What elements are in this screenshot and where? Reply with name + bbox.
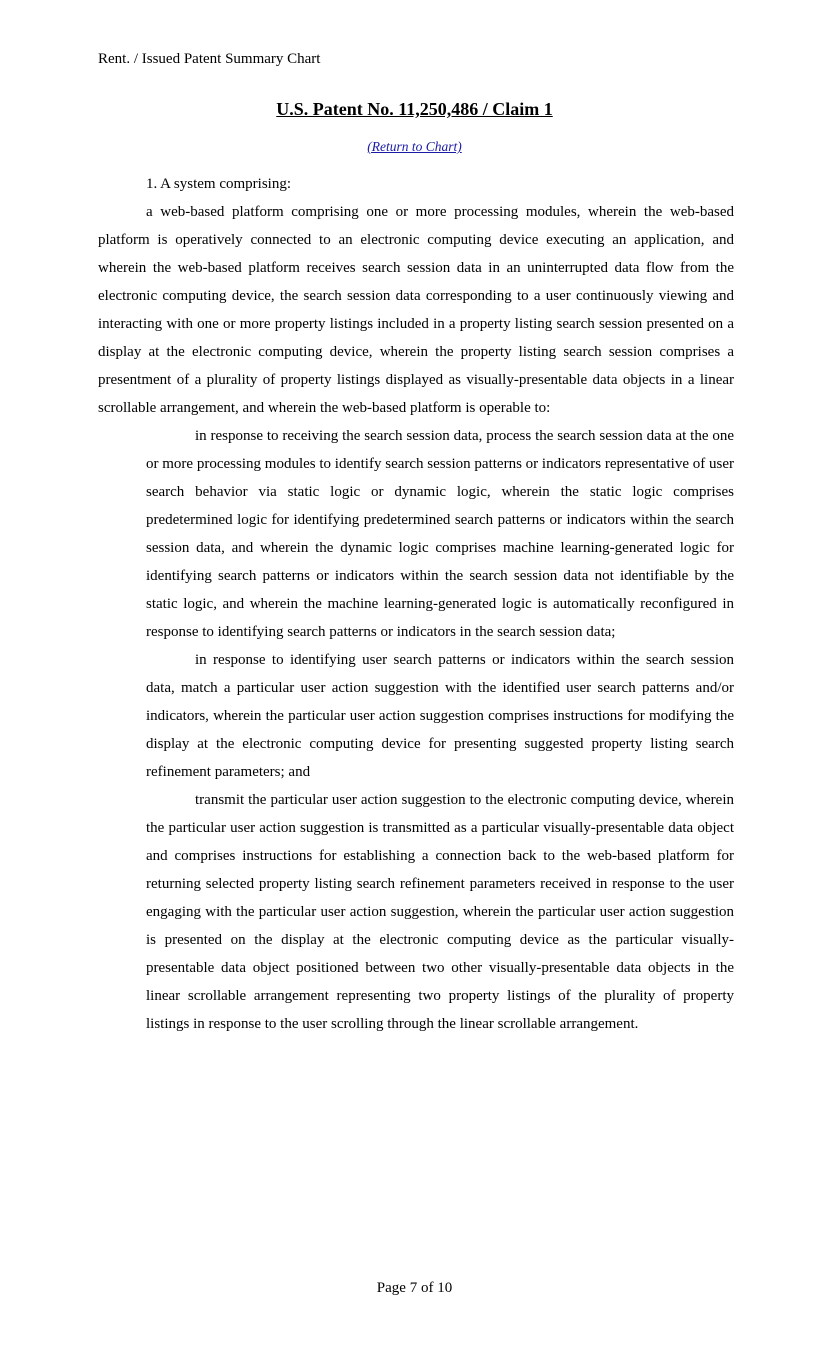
claim-body — [98, 170, 734, 1038]
claim-limitation-match: in response to identifying user search patterns or indicators within the search session data, match a particular user action suggestion with the identified user search patterns and/or indicators, wherein the particular user action suggestion comprises instructions for modifying the display at the electronic computing device for presenting suggested property listing search refinement parameters; and — [146, 652, 734, 780]
return-to-chart-link[interactable]: (Return to Chart) — [367, 139, 462, 154]
page-title: U.S. Patent No. 11,250,486 / Claim 1 — [276, 99, 553, 119]
claim-preamble: a web-based platform comprising one or more processing modules, wherein the web-based platform is operatively connected to an electronic computing device executing an application, and wherein the web-based platform receives search session data in an uninterrupted data flow from the electronic computing device, the search session data corresponding to a user continuously viewing and interacting with one or more property listings included in a property listing search session presented on a display at the electronic computing device, wherein the property listing search session comprises a presentment of a plurality of property listings displayed as visually-presentable data objects in a linear scrollable arrangement, and wherein the web-based platform is operable to: — [98, 204, 734, 416]
claim-limitation-process: in response to receiving the search session data, process the search session data at the one or more processing modules to identify search session patterns or indicators representative of user search behavior via static logic or dynamic logic, wherein the static logic comprises predetermined logic for identifying predetermined search patterns or indicators within the search session data, and wherein the dynamic logic comprises machine learning-generated logic for identifying search patterns or indicators within the search session data not identifiable by the static logic, and wherein the machine learning-generated logic is automatically reconfigured in response to identifying search patterns or indicators in the search session data; — [146, 428, 734, 640]
claim-intro: 1. A system comprising: — [146, 176, 292, 192]
claim-limitation-transmit: transmit the particular user action suggestion to the electronic computing device, wherein the particular user action suggestion is transmitted as a particular visually-presentable data object and comprises instructions for establishing a connection back to the web-based platform for returning selected property listing search refinement parameters received in response to the user engaging with the particular user action suggestion, wherein the particular user action suggestion is presented on the display at the electronic computing device as the particular visually-presentable data object positioned between two other visually-presentable data objects in the linear scrollable arrangement representing two property listings of the plurality of property listings in response to the user scrolling through the linear scrollable arrangement. — [146, 792, 734, 1032]
running-header: Rent. / Issued Patent Summary Chart — [98, 51, 321, 67]
page-number: Page 7 of 10 — [376, 1280, 453, 1296]
